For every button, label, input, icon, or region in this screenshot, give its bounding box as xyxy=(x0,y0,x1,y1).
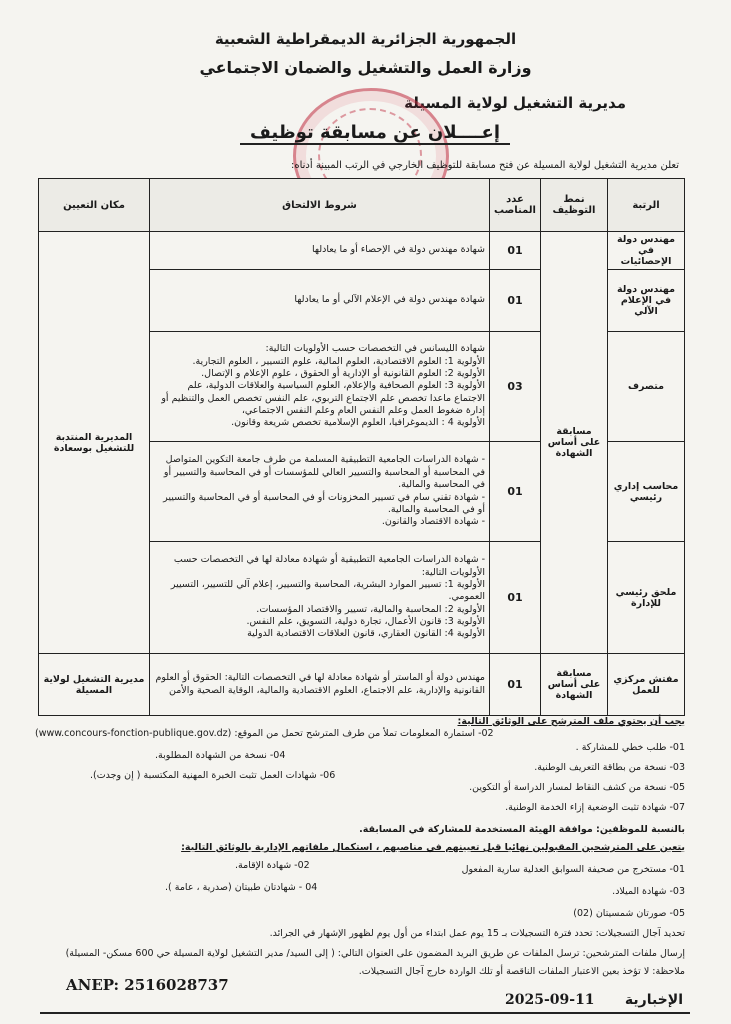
conditions-cell xyxy=(150,442,490,542)
table-header-row xyxy=(39,179,685,232)
directorate-heading: مديرية التشغيل لولاية المسيلة xyxy=(404,94,626,112)
rank-cell: محاسب إداري رئيسي xyxy=(608,442,685,542)
newspaper-name: الإخبارية xyxy=(624,992,683,1008)
count-cell: 01 xyxy=(490,232,541,270)
conditions-cell xyxy=(150,542,490,654)
rank-cell: مهندس دولة في الإحصائيات xyxy=(608,232,685,270)
count-cell: 01 xyxy=(490,542,541,654)
count-cell: 01 xyxy=(490,654,541,716)
condition-line: الأولوية 3: العلوم الصحافية والإعلام، العلوم السياسية والعلاقات الدولية، علم الاجتماع ماعدا تخصص علم الاجتماع التربوي، علم النفس تخصص العمل والتنظيم أو إدارة ضغوط العمل وعلم النفس العام وعلم النفس الاجتماعي، xyxy=(161,380,486,417)
document-item: 02- استمارة المعلومات تملأ من طرف المترشح تحمل من الموقع: (www.concours-fonction-publique.gov.dz) xyxy=(35,728,494,739)
condition-line: - شهادة الاقتصاد والقانون. xyxy=(381,516,486,528)
document-item: 03- نسخة من بطاقة التعريف الوطنية. xyxy=(534,762,685,773)
note-text: ملاحظة: لا تؤخذ بعين الاعتبار الملفات الناقصة أو تلك الواردة خارج آجال التسجيلات. xyxy=(358,966,685,977)
mode-cell: مسابقة على أساس الشهادة xyxy=(541,654,608,716)
accepted-item: 04 - شهادتان طبيتان (صدرية ، عامة ). xyxy=(165,882,318,893)
place-cell: المديرية المنتدبة للتشغيل بوسعادة xyxy=(39,232,150,654)
condition-line: شهادة الليسانس في التخصصات حسب الأولويات التالية: xyxy=(265,343,486,355)
table-row xyxy=(39,654,685,716)
count-cell: 01 xyxy=(490,442,541,542)
header-conditions: شروط الالتحاق xyxy=(150,179,490,232)
header-rank: الرتبة xyxy=(608,179,685,232)
document-item: 05- نسخة من كشف النقاط لمسار الدراسة أو التكوين. xyxy=(469,782,685,793)
sending-text: إرسال ملفات المترشحين: ترسل الملفات عن طريق البريد المضمون على العنوان التالي: ( إلى السيد/ مدير التشغيل لولاية المسيلة حي 600 مسكن- المسيلة) xyxy=(65,948,685,959)
condition-line: الأولوية 2: المحاسبة والمالية، تسيير والاقتصاد المؤسسات. xyxy=(256,603,486,615)
mode-cell: مسابقة على أساس الشهادة xyxy=(541,232,608,654)
header-place: مكان التعيين xyxy=(39,179,150,232)
conditions-cell xyxy=(150,332,490,442)
condition-line: الأولوية 1: تسيير الموارد البشرية، المحاسبة والتسيير، إعلام آلي للتسيير، التسيير العمومي. xyxy=(170,578,486,603)
document-item: 01- طلب خطي للمشاركة . xyxy=(575,742,685,753)
conditions-cell xyxy=(150,270,490,332)
intro-text: تعلن مديرية التشغيل لولاية المسيلة عن فتح مسابقة للتوظيف الخارجي في الرتب المبينة أدناه: xyxy=(290,160,679,171)
documents-heading: يجب أن يحتوي ملف المترشح على الوثائق التالية: xyxy=(457,716,685,727)
document-item: 07- شهادة تثبت الوضعية إزاء الخدمة الوطنية. xyxy=(505,802,685,813)
accepted-heading: يتعين على المترشحين المقبولين نهائيا قبل تعيينهم في مناصبهم ، استكمال ملفاتهم الإدارية بالوثائق التالية: xyxy=(181,842,685,853)
rank-cell: متصرف xyxy=(608,332,685,442)
header-count: عدد المناصب xyxy=(490,179,541,232)
count-cell: 01 xyxy=(490,270,541,332)
anep-number: ANEP: 2516028737 xyxy=(66,976,229,994)
deadline-text: تحديد آجال التسجيلات: تحدد فترة التسجيلات بـ 15 يوم عمل ابتداء من أول يوم لظهور الإشهار في الجرائد. xyxy=(269,928,685,939)
condition-line: مهندس دولة أو الماستر أو شهادة معادلة لها في التخصصات التالية: الحقوق أو العلوم القانونية والإدارية، علم الاجتماع، العلوم الاقتصادية والمالية، الوقاية الصحية والأمن xyxy=(155,672,486,696)
document-item: 04- نسخة من الشهادة المطلوبة. xyxy=(155,750,286,761)
accepted-item: 01- مستخرج من صحيفة السوابق العدلية سارية المفعول xyxy=(461,864,685,875)
condition-line: - شهادة الدراسات الجامعية التطبيقية المسلمة من طرف جامعة التكوين المتواصل في المحاسبة أو المحاسبة والتسيير العالي للمؤسسات أو في المحاسبة والتسيير أو في المحاسبة والمالية. xyxy=(163,454,486,491)
condition-line: الأولوية 4: القانون العقاري، قانون العلاقات الاقتصادية الدولية xyxy=(247,628,486,640)
rank-cell: مهندس دولة في الإعلام الآلي xyxy=(608,270,685,332)
publication-date: 2025-09-11 xyxy=(505,992,595,1008)
condition-line: الأولوية 4 : الديموغرافيا، العلوم الإسلامية تخصص شريعة وقانون. xyxy=(231,417,486,429)
accepted-item: 05- صورتان شمسيتان (02) xyxy=(573,908,685,919)
condition-line: الأولوية 3: قانون الأعمال، تجارة دولية، التسويق، علم النفس. xyxy=(246,616,486,628)
place-cell: مديرية التشغيل لولاية المسيلة xyxy=(39,654,150,716)
table-row xyxy=(39,232,685,270)
footer-divider xyxy=(40,1012,690,1014)
rank-cell: ملحق رئيسي للإدارة xyxy=(608,542,685,654)
employees-note: بالنسبة للموظفين: موافقة الهيئة المستخدمة للمشاركة في المسابقة. xyxy=(359,824,685,835)
jobs-table xyxy=(38,178,685,716)
ministry-heading: وزارة العمل والتشغيل والضمان الاجتماعي xyxy=(199,58,532,77)
condition-line: الأولوية 2: العلوم القانونية أو الإدارية أو الحقوق ، علوم الإعلام و الإتصال. xyxy=(201,367,486,379)
document-item: 06- شهادات العمل تثبت الخبرة المهنية المكتسبة ( إن وجدت). xyxy=(90,770,336,781)
condition-line: - شهادة تقني سام في تسيير المخزونات أو في المحاسبة أو في المحاسبة والتسيير أو في المحاسبة والمالية. xyxy=(163,491,486,515)
header-mode: نمط التوظيف xyxy=(541,179,608,232)
condition-line: شهادة مهندس دولة في الإحصاء أو ما يعادلها xyxy=(311,244,486,256)
conditions-cell xyxy=(150,232,490,270)
count-cell: 03 xyxy=(490,332,541,442)
condition-line: - شهادة الدراسات الجامعية التطبيقية أو شهادة معادلة لها في التخصصات حسب الأولويات التالية: xyxy=(173,554,486,578)
rank-cell: مفتش مركزي للعمل xyxy=(608,654,685,716)
conditions-cell xyxy=(150,654,490,716)
announcement-title: إعــــلان عن مسابقة توظيف xyxy=(240,122,510,145)
accepted-item: 02- شهادة الإقامة. xyxy=(235,860,310,871)
condition-line: شهادة مهندس دولة في الإعلام الآلي أو ما يعادلها xyxy=(294,294,486,306)
republic-heading: الجمهورية الجزائرية الديمقراطية الشعبية xyxy=(214,30,517,48)
accepted-item: 03- شهادة الميلاد. xyxy=(612,886,685,897)
condition-line: الأولوية 1: العلوم الاقتصادية، العلوم المالية، علوم التسيير ، العلوم التجارية. xyxy=(192,355,486,367)
